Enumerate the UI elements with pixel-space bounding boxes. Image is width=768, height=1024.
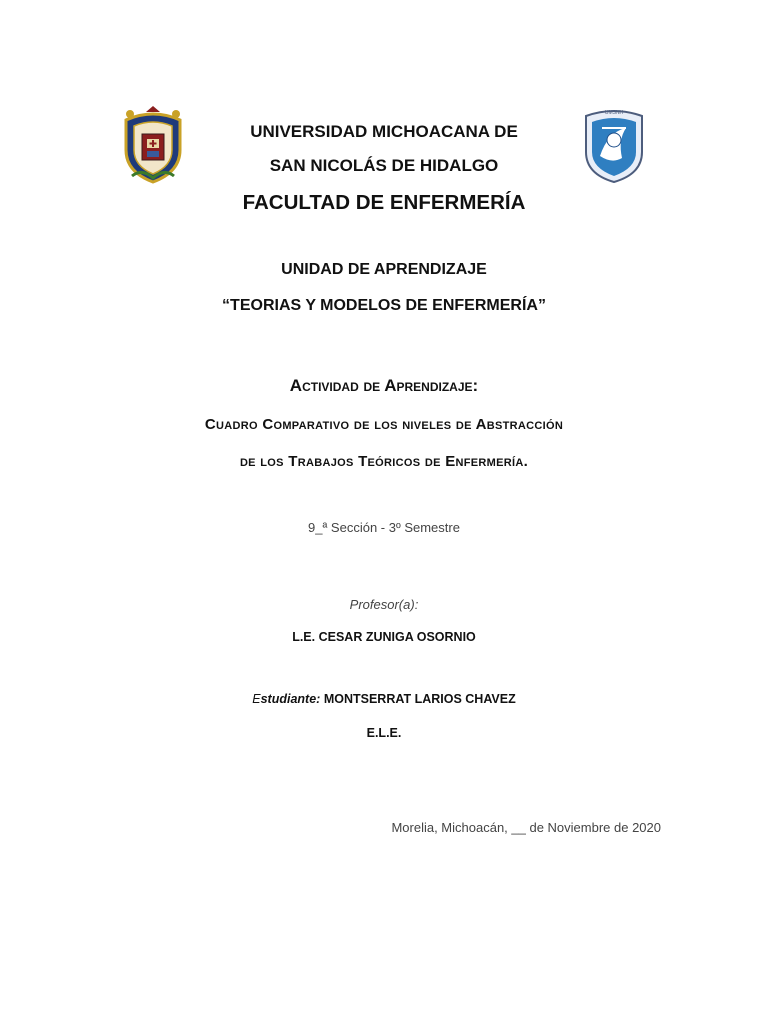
professor-name: L.E. CESAR ZUNIGA OSORNIO (292, 630, 476, 644)
section-semester: 9_ª Sección - 3º Semestre (308, 520, 460, 535)
faculty-name: FACULTAD DE ENFERMERÍA (242, 191, 526, 214)
student-line (0, 692, 768, 706)
student-label: studiante: (260, 692, 321, 706)
student-label-initial: E (252, 692, 261, 706)
student-name: MONTSERRAT LARIOS CHAVEZ (323, 692, 516, 706)
university-name-line1: UNIVERSIDAD MICHOACANA DE (250, 122, 518, 141)
activity-title-line2: de los Trabajos Teóricos de Enfermería. (239, 453, 529, 470)
learning-unit-label: UNIDAD DE APRENDIZAJE (281, 261, 487, 278)
activity-label: Actividad de Aprendizaje: (289, 376, 479, 395)
activity-title-line1: Cuadro Comparativo de los niveles de Abstracción (204, 416, 564, 433)
course-title: “TEORIAS Y MODELOS DE ENFERMERÍA” (222, 297, 546, 314)
svg-text:UMSNH: UMSNH (604, 110, 624, 116)
university-name-line2: SAN NICOLÁS DE HIDALGO (269, 156, 499, 175)
student-program: E.L.E. (366, 726, 402, 740)
place-date: Morelia, Michoacán, __ de Noviembre de 2020 (391, 820, 661, 835)
professor-label: Profesor(a): (349, 597, 419, 612)
